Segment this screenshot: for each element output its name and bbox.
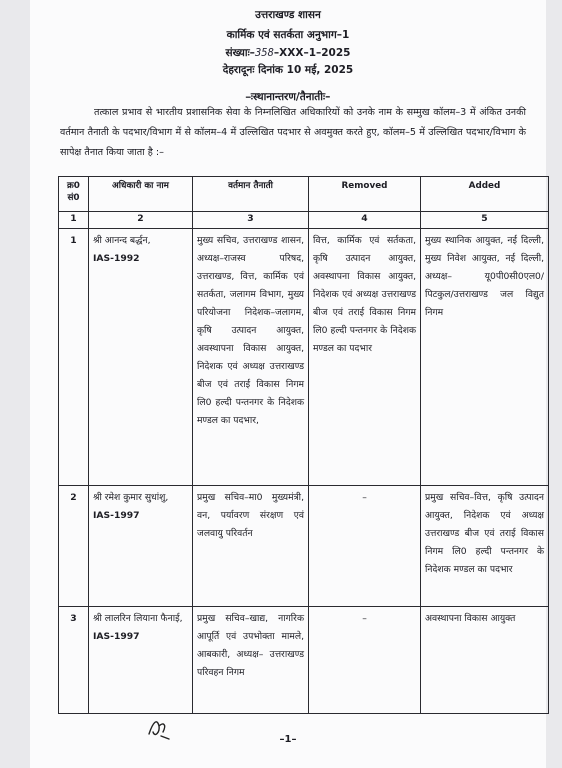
added-charge: मुख्य स्थानिक आयुक्त, नई दिल्ली, मुख्य निवेश आयुक्त, नई दिल्ली, अध्यक्ष– यू0पी0सी0एल0/ पिटकुल/उत्तराखण्ड जल विद्युत निगम xyxy=(421,229,549,486)
added-charge: प्रमुख सचिव–वित्त, कृषि उत्पादन आयुक्त, निदेशक एवं अध्यक्ष उत्तराखण्ड बीज एवं तराई विकास निगम लि0 हल्दी पन्तनगर के निदेशक मण्डल का पदभार xyxy=(421,486,549,607)
intro-paragraph: तत्काल प्रभाव से भारतीय प्रशासनिक सेवा के निम्नलिखित अधिकारियों को उनके नाम के सम्मुख कॉलम–3 में अंकित उनकी वर्तमान तैनाती के पदभार/विभाग में से कॉलम–4 में उल्लिखित पदभार से अवमुक्त करते हुए, कॉलम–5 में उल्लिखित पदभार/विभाग के सापेक्ष तैनात किया जाता है :– xyxy=(60,107,526,158)
header-current-posting: वर्तमान तैनाती xyxy=(193,177,309,212)
table-row xyxy=(59,486,549,607)
subject-line: –ःस्थानान्तरण/तैनातीः– xyxy=(245,91,331,103)
current-posting: प्रमुख सचिव–खाद्य, नागरिक आपूर्ति एवं उपभोक्ता मामले, आबकारी, अध्यक्ष– उत्तराखण्ड परिवहन निगम xyxy=(193,607,309,714)
current-posting: प्रमुख सचिव–मा0 मुख्यमंत्री, वन, पर्यावरण संरक्षण एवं जलवायु परिवर्तन xyxy=(193,486,309,607)
document-page xyxy=(30,0,546,768)
order-number-suffix: –XXX–1–2025 xyxy=(273,47,351,59)
added-charge: अवस्थापना विकास आयुक्त xyxy=(421,607,549,714)
table-row xyxy=(59,229,549,486)
removed-charge: – xyxy=(309,607,421,714)
order-number-prefix: संख्याः– xyxy=(225,47,255,59)
column-number: 2 xyxy=(89,212,193,229)
place-date: देहरादूनः दिनांक 10 मई, 2025 xyxy=(222,64,354,76)
column-number: 4 xyxy=(309,212,421,229)
column-number: 3 xyxy=(193,212,309,229)
table-header-row xyxy=(59,177,549,212)
table-row xyxy=(59,607,549,714)
current-posting: मुख्य सचिव, उत्तराखण्ड शासन, अध्यक्ष–राजस्व परिषद, उत्तराखण्ड, वित्त, कार्मिक एवं सतर्कता, जलागम विभाग, मुख्य परियोजना निदेशक–जलागम, कृषि उत्पादन आयुक्त, अवस्थापना विकास आयुक्त, निदेशक एवं अध्यक्ष उत्तराखण्ड बीज एवं तराई विकास निगम लि0 हल्दी पन्तनगर के निदेशक मण्डल का पदभार, xyxy=(193,229,309,486)
officer-name: श्री आनन्द बर्द्धन, xyxy=(93,235,151,246)
officer-batch: IAS-1997 xyxy=(93,631,140,642)
serial-number: 3 xyxy=(59,607,89,714)
header-serial: क्र0 सं0 xyxy=(59,177,89,212)
order-number xyxy=(30,46,546,60)
officer-name: श्री लालरिन लियाना फैनाई, xyxy=(93,613,183,624)
officer-name: श्री रमेश कुमार सुधांशु, xyxy=(93,492,169,503)
officer-cell xyxy=(89,486,193,607)
column-number: 5 xyxy=(421,212,549,229)
removed-charge: – xyxy=(309,486,421,607)
serial-number: 1 xyxy=(59,229,89,486)
officer-cell xyxy=(89,607,193,714)
header-officer-name: अधिकारी का नाम xyxy=(89,177,193,212)
column-number: 1 xyxy=(59,212,89,229)
page-number: –1– xyxy=(279,734,297,745)
header-removed: Removed xyxy=(309,177,421,212)
department-heading: कार्मिक एवं सतर्कता अनुभाग–1 xyxy=(226,29,350,41)
officer-cell xyxy=(89,229,193,486)
government-heading: उत्तराखण्ड शासन xyxy=(255,9,321,21)
transfer-table xyxy=(58,176,549,714)
column-number-row xyxy=(59,212,549,229)
serial-number: 2 xyxy=(59,486,89,607)
removed-charge: वित्त, कार्मिक एवं सर्तकता, कृषि उत्पादन आयुक्त, अवस्थापना विकास आयुक्त, निदेशक एवं अध्यक्ष उत्तराखण्ड बीज एवं तराई विकास निगम लि0 हल्दी पन्तनगर के निदेशक मण्डल का पदभार xyxy=(309,229,421,486)
header-added: Added xyxy=(421,177,549,212)
order-number-handwritten: 358 xyxy=(254,47,274,59)
officer-batch: IAS-1992 xyxy=(93,253,140,264)
officer-batch: IAS-1997 xyxy=(93,510,140,521)
